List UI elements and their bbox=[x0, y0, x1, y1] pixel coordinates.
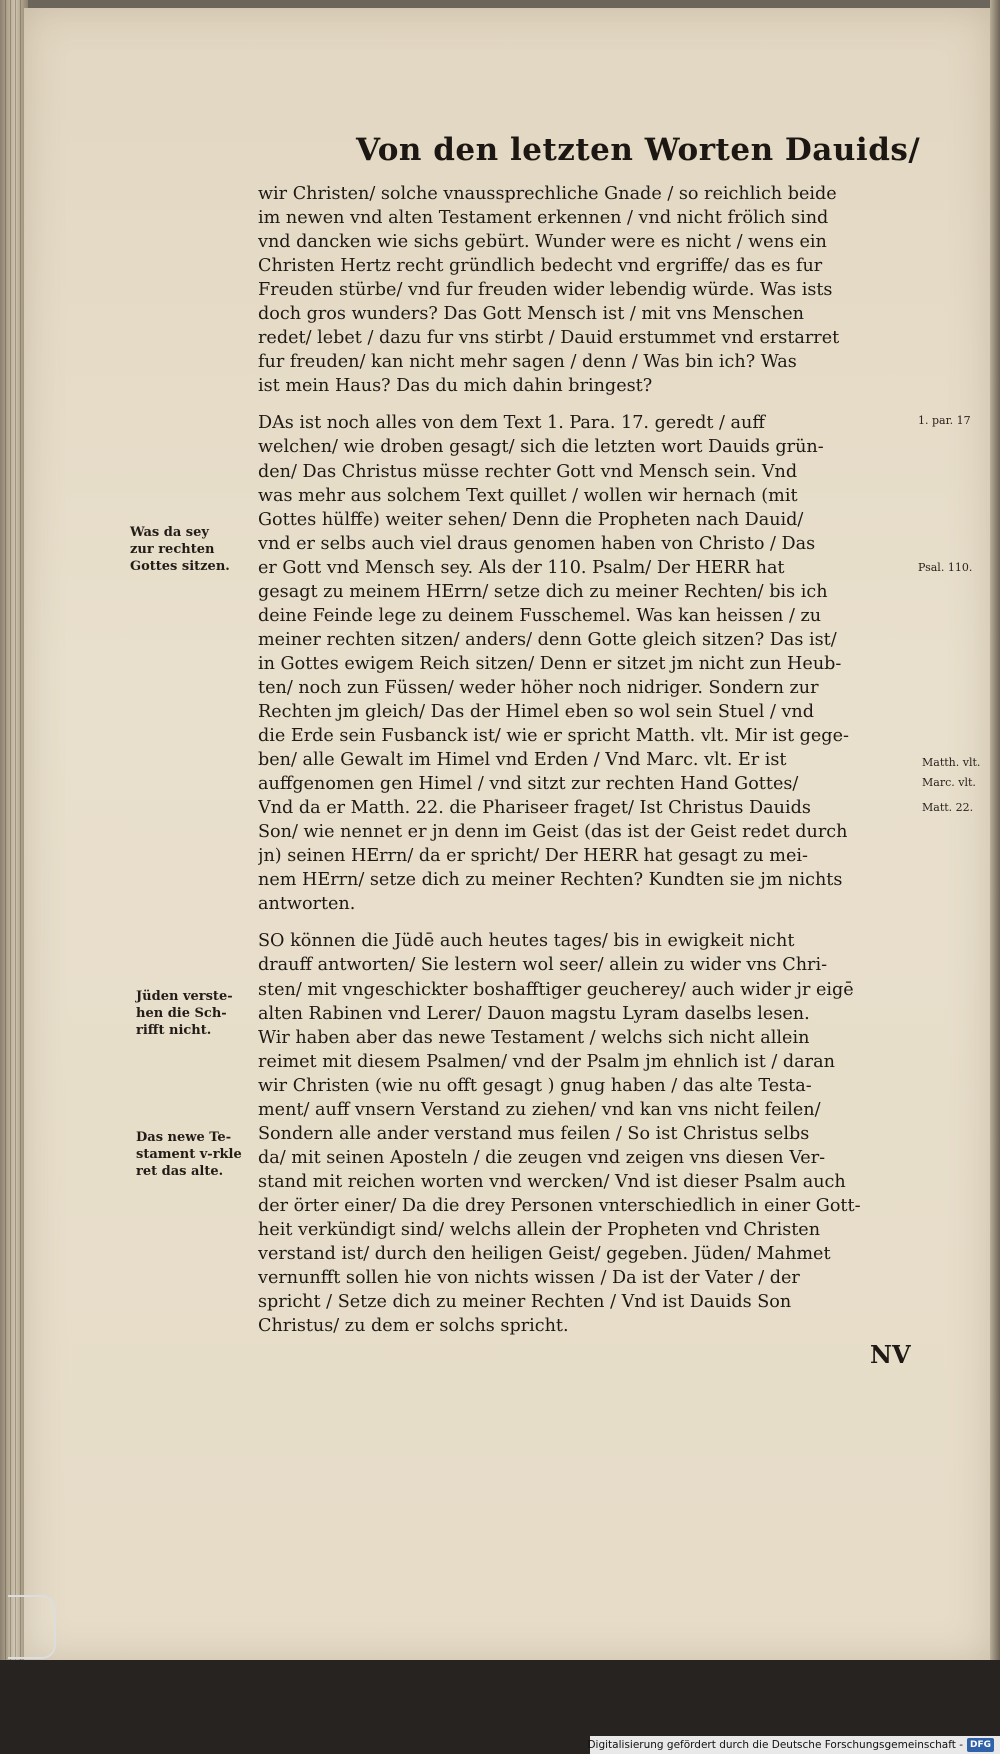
margin-reference: Matth. vlt. bbox=[922, 756, 981, 769]
margin-note-line: Das newe Te- bbox=[136, 1130, 232, 1145]
text-line: im newen vnd alten Testament erkennen / vnd nicht frölich sind bbox=[258, 208, 829, 229]
margin-reference: Psal. 110. bbox=[918, 561, 973, 574]
page-clip bbox=[8, 1595, 56, 1659]
funding-credit: Digitalisierung gefördert durch die Deutsche Forschungsgemeinschaft - bbox=[587, 1739, 963, 1751]
text-line: den/ Das Christus müsse rechter Gott vnd Mensch sein. Vnd bbox=[258, 461, 798, 482]
text-line: vnd er selbs auch viel draus genomen haben von Christo / Das bbox=[258, 533, 816, 554]
text-line: wir Christen (wie nu offt gesagt ) gnug haben / das alte Testa- bbox=[258, 1075, 812, 1096]
text-line: Rechten jm gleich/ Das der Himel eben so wol sein Stuel / vnd bbox=[258, 701, 815, 722]
text-line: was mehr aus solchem Text quillet / wollen wir hernach (mit bbox=[258, 485, 798, 506]
text-line: spricht / Setze dich zu meiner Rechten / Vnd ist Dauids Son bbox=[258, 1292, 792, 1313]
text-line: wir Christen/ solche vnaussprechliche Gnade / so reichlich beide bbox=[258, 184, 837, 204]
text-line: redet/ lebet / dazu fur vns stirbt / Dauid erstummet vnd erstarret bbox=[258, 328, 840, 349]
margin-note-jews bbox=[136, 988, 256, 1039]
margin-reference: Marc. vlt. bbox=[922, 776, 976, 789]
margin-note-right-hand bbox=[130, 524, 250, 575]
text-line: stand mit reichen worten vnd wercken/ Vnd ist dieser Psalm auch bbox=[258, 1171, 846, 1192]
text-line: gesagt zu meinem HErrn/ setze dich zu meiner Rechten/ bis ich bbox=[258, 581, 828, 602]
text-line: in Gottes ewigem Reich sitzen/ Denn er sitzet jm nicht zun Heub- bbox=[258, 653, 842, 674]
text-line: DAs ist noch alles von dem Text 1. Para. 17. geredt / auff bbox=[258, 413, 765, 434]
margin-note-line: stament v-rkle bbox=[136, 1147, 242, 1162]
text-line: SO können die Jüdē auch heutes tages/ bis in ewigkeit nicht bbox=[258, 931, 795, 952]
text-line: ten/ noch zun Füssen/ weder höher noch nidriger. Sondern zur bbox=[258, 677, 819, 698]
text-line: Son/ wie nennet er jn denn im Geist (das ist der Geist redet durch bbox=[258, 822, 848, 843]
margin-note-line: ret das alte. bbox=[136, 1164, 224, 1179]
paragraph-2 bbox=[258, 411, 918, 916]
text-line: drauff antworten/ Sie lestern wol seer/ allein zu wider vns Chri- bbox=[258, 955, 828, 976]
text-line: vnd dancken wie sichs gebürt. Wunder were es nicht / wens ein bbox=[258, 232, 827, 253]
text-line: alten Rabinen vnd Lerer/ Dauon magstu Lyram daselbs lesen. bbox=[258, 1003, 810, 1024]
margin-note-line: zur rechten bbox=[130, 542, 215, 557]
margin-reference: Matt. 22. bbox=[922, 801, 974, 814]
paragraph-1 bbox=[258, 182, 918, 398]
body-text bbox=[258, 182, 918, 1338]
catchword: NV bbox=[870, 1340, 911, 1369]
text-line: auffgenomen gen Himel / vnd sitzt zur rechten Hand Gottes/ bbox=[258, 774, 799, 795]
text-line: Freuden stürbe/ vnd fur freuden wider lebendig würde. Was ists bbox=[258, 280, 833, 301]
text-line: doch gros wunders? Das Gott Mensch ist / mit vns Menschen bbox=[258, 304, 804, 325]
dfg-logo: DFG bbox=[967, 1738, 994, 1752]
digitization-footer bbox=[587, 1736, 1000, 1754]
text-line: deine Feinde lege zu deinem Fusschemel. Was kan heissen / zu bbox=[258, 605, 822, 626]
text-line: nem HErrn/ setze dich zu meiner Rechten? Kundten sie jm nichts bbox=[258, 870, 843, 891]
text-line: Christus/ zu dem er solchs spricht. bbox=[258, 1316, 569, 1337]
text-line: Christen Hertz recht gründlich bedecht vnd ergriffe/ das es fur bbox=[258, 256, 823, 277]
text-line: meiner rechten sitzen/ anders/ denn Gotte gleich sitzen? Das ist/ bbox=[258, 629, 837, 650]
text-line: Gottes hülffe) weiter sehen/ Denn die Propheten nach Dauid/ bbox=[258, 509, 804, 530]
margin-reference: 1. par. 17 bbox=[918, 414, 971, 427]
text-line: jn) seinen HErrn/ da er spricht/ Der HERR hat gesagt zu mei- bbox=[258, 846, 808, 867]
margin-note-line: hen die Sch- bbox=[136, 1006, 227, 1021]
text-line: reimet mit diesem Psalmen/ vnd der Psalm jm ehnlich ist / daran bbox=[258, 1051, 835, 1072]
text-line: heit verkündigt sind/ welchs allein der Propheten vnd Christen bbox=[258, 1219, 821, 1240]
text-line: antworten. bbox=[258, 894, 356, 915]
text-line: sten/ mit vngeschickter boshafftiger geucherey/ auch wider jr eigē bbox=[258, 979, 854, 1000]
text-line: Sondern alle ander verstand mus feilen / So ist Christus selbs bbox=[258, 1123, 810, 1144]
text-line: ment/ auff vnsern Verstand zu ziehen/ vnd kan vns nicht feilen/ bbox=[258, 1099, 821, 1120]
text-line: verstand ist/ durch den heiligen Geist/ gegeben. Jüden/ Mahmet bbox=[258, 1244, 831, 1265]
margin-note-line: Was da sey bbox=[130, 525, 209, 540]
text-line: da/ mit seinen Aposteln / die zeugen vnd zeigen vns diesen Ver- bbox=[258, 1147, 826, 1168]
margin-note-line: rifft nicht. bbox=[136, 1023, 212, 1038]
text-line: fur freuden/ kan nicht mehr sagen / denn / Was bin ich? Was bbox=[258, 352, 797, 373]
text-line: ist mein Haus? Das du mich dahin bringest? bbox=[258, 376, 653, 397]
text-line: vernunfft sollen hie von nichts wissen / Da ist der Vater / der bbox=[258, 1268, 800, 1289]
margin-note-new-testament bbox=[136, 1129, 260, 1180]
text-line: ben/ alle Gewalt im Himel vnd Erden / Vnd Marc. vlt. Er ist bbox=[258, 750, 787, 771]
text-line: die Erde sein Fusbanck ist/ wie er spricht Matth. vlt. Mir ist gege- bbox=[258, 726, 849, 747]
margin-note-line: Gottes sitzen. bbox=[130, 559, 230, 574]
text-line: Vnd da er Matth. 22. die Phariseer fraget/ Ist Christus Dauids bbox=[258, 798, 811, 819]
page-right-edge bbox=[990, 0, 1000, 1660]
paragraph-3 bbox=[258, 929, 918, 1338]
text-line: welchen/ wie droben gesagt/ sich die letzten wort Dauids grün- bbox=[258, 437, 824, 458]
text-line: Wir haben aber das newe Testament / welchs sich nicht allein bbox=[258, 1027, 810, 1048]
text-line: der örter einer/ Da die drey Personen vnterschiedlich in einer Gott- bbox=[258, 1195, 861, 1216]
running-head: Von den letzten Worten Dauids/ bbox=[356, 132, 921, 168]
margin-note-line: Jüden verste- bbox=[136, 989, 233, 1004]
text-line: er Gott vnd Mensch sey. Als der 110. Psalm/ Der HERR hat bbox=[258, 557, 785, 578]
